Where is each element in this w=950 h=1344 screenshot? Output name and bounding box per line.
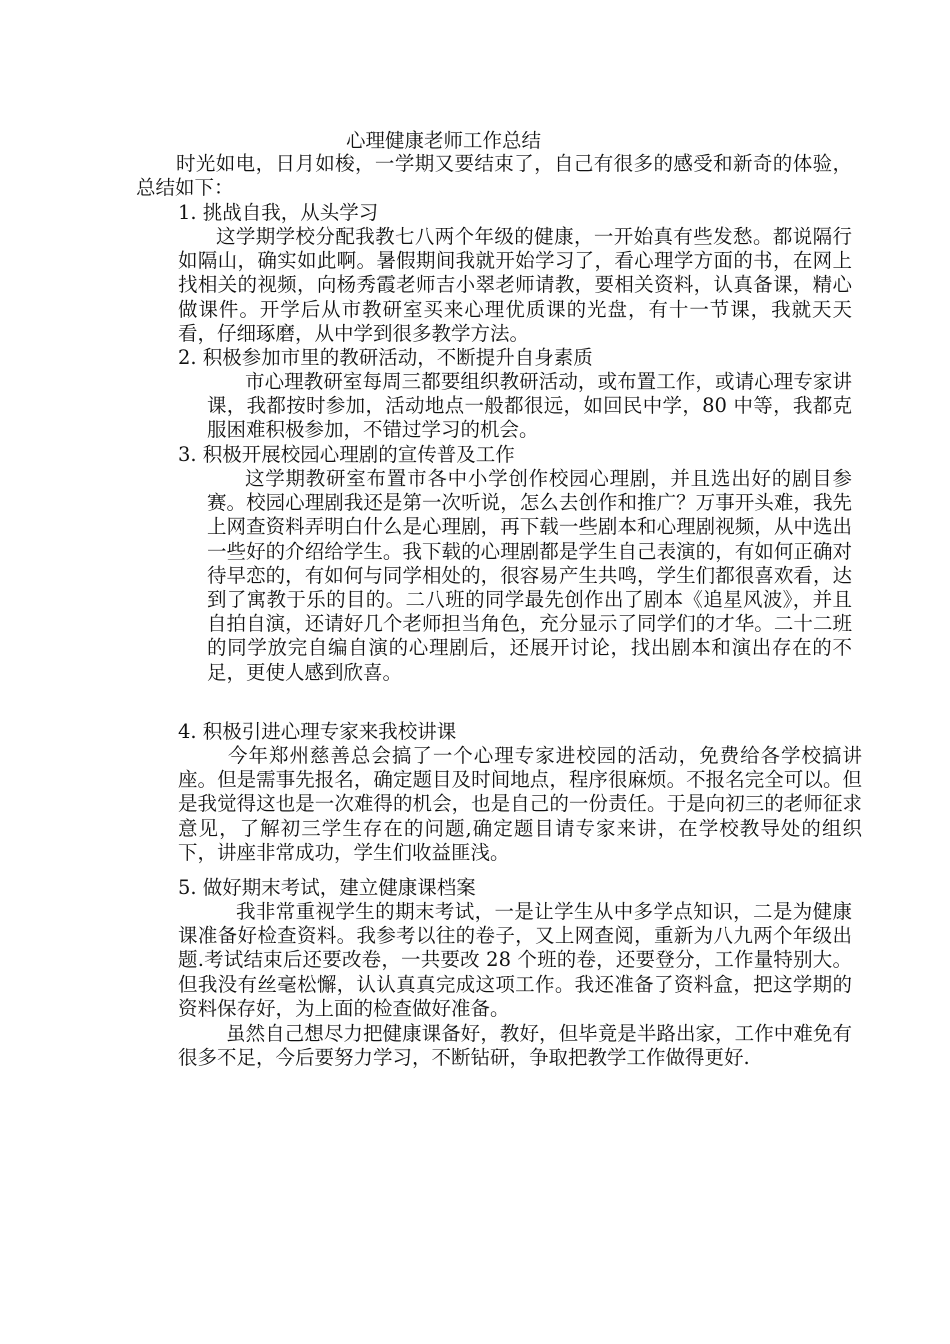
section-1-heading: 1. 挑战自我，从头学习 <box>178 201 379 224</box>
section-3-heading: 3. 积极开展校园心理剧的宣传普及工作 <box>178 443 515 466</box>
closing-paragraph: 虽然自己想尽力把健康课备好，教好，但毕竟是半路出家，工作中难免有很多不足，今后要努力学习，不断钻研，争取把教学工作做得更好. <box>178 1022 852 1070</box>
intro-paragraph: 时光如电，日月如梭，一学期又要结束了，自己有很多的感受和新奇的体验，总结如下： <box>136 152 852 200</box>
section-3-body: 这学期教研室布置市各中小学创作校园心理剧，并且选出好的剧目参赛。校园心理剧我还是第一次听说，怎么去创作和推广？万事开头难，我先上网查资料弄明白什么是心理剧，再下载一些剧本和心理剧视频，从中选出一些好的介绍给学生。我下载的心理剧都是学生自己表演的，有如何正确对待早恋的，有如何与同学相处的，很容易产生共鸣，学生们都很喜欢看，达到了寓教于乐的目的。二八班的同学最先创作出了剧本《追星风波》，并且自拍自演，还请好几个老师担当角色，充分显示了同学们的才华。二十二班的同学放完自编自演的心理剧后，还展开讨论，找出剧本和演出存在的不足，更使人感到欣喜。 <box>207 467 852 684</box>
section-4-body: 今年郑州慈善总会搞了一个心理专家进校园的活动，免费给各学校搞讲座。但是需事先报名，确定题目及时间地点，程序很麻烦。不报名完全可以。但是我觉得这也是一次难得的机会，也是自己的一份责任。于是向初三的老师征求意见，了解初三学生存在的问题,确定题目请专家来讲，在学校教导处的组织下，讲座非常成功，学生们收益匪浅。 <box>178 744 862 864</box>
section-5-body: 我非常重视学生的期末考试，一是让学生从中多学点知识，二是为健康课准备好检查资料。我参考以往的卷子，又上网查阅，重新为八九两个年级出题.考试结束后还要改卷，一共要改 28 个班的卷，还要登分，工作量特别大。但我没有丝毫松懈，认认真真完成这项工作。我还准备了资料盒，把这学期的资料保存好，为上面的检查做好准备。 <box>178 900 852 1020</box>
section-5-heading: 5. 做好期末考试，建立健康课档案 <box>178 876 476 899</box>
document-title: 心理健康老师工作总结 <box>346 129 542 152</box>
section-2-heading: 2. 积极参加市里的教研活动，不断提升自身素质 <box>178 346 593 369</box>
section-2-body: 市心理教研室每周三都要组织教研活动，或布置工作，或请心理专家讲课，我都按时参加，活动地点一般都很远，如回民中学，80 中等，我都克服困难积极参加，不错过学习的机会。 <box>207 370 852 442</box>
section-4-heading: 4. 积极引进心理专家来我校讲课 <box>178 720 457 743</box>
section-1-body: 这学期学校分配我教七八两个年级的健康，一开始真有些发愁。都说隔行如隔山，确实如此啊。暑假期间我就开始学习了，看心理学方面的书，在网上找相关的视频，向杨秀霞老师吉小翠老师请教，要相关资料，认真备课，精心做课件。开学后从市教研室买来心理优质课的光盘，有十一节课，我就天天看，仔细琢磨，从中学到很多教学方法。 <box>178 225 852 345</box>
